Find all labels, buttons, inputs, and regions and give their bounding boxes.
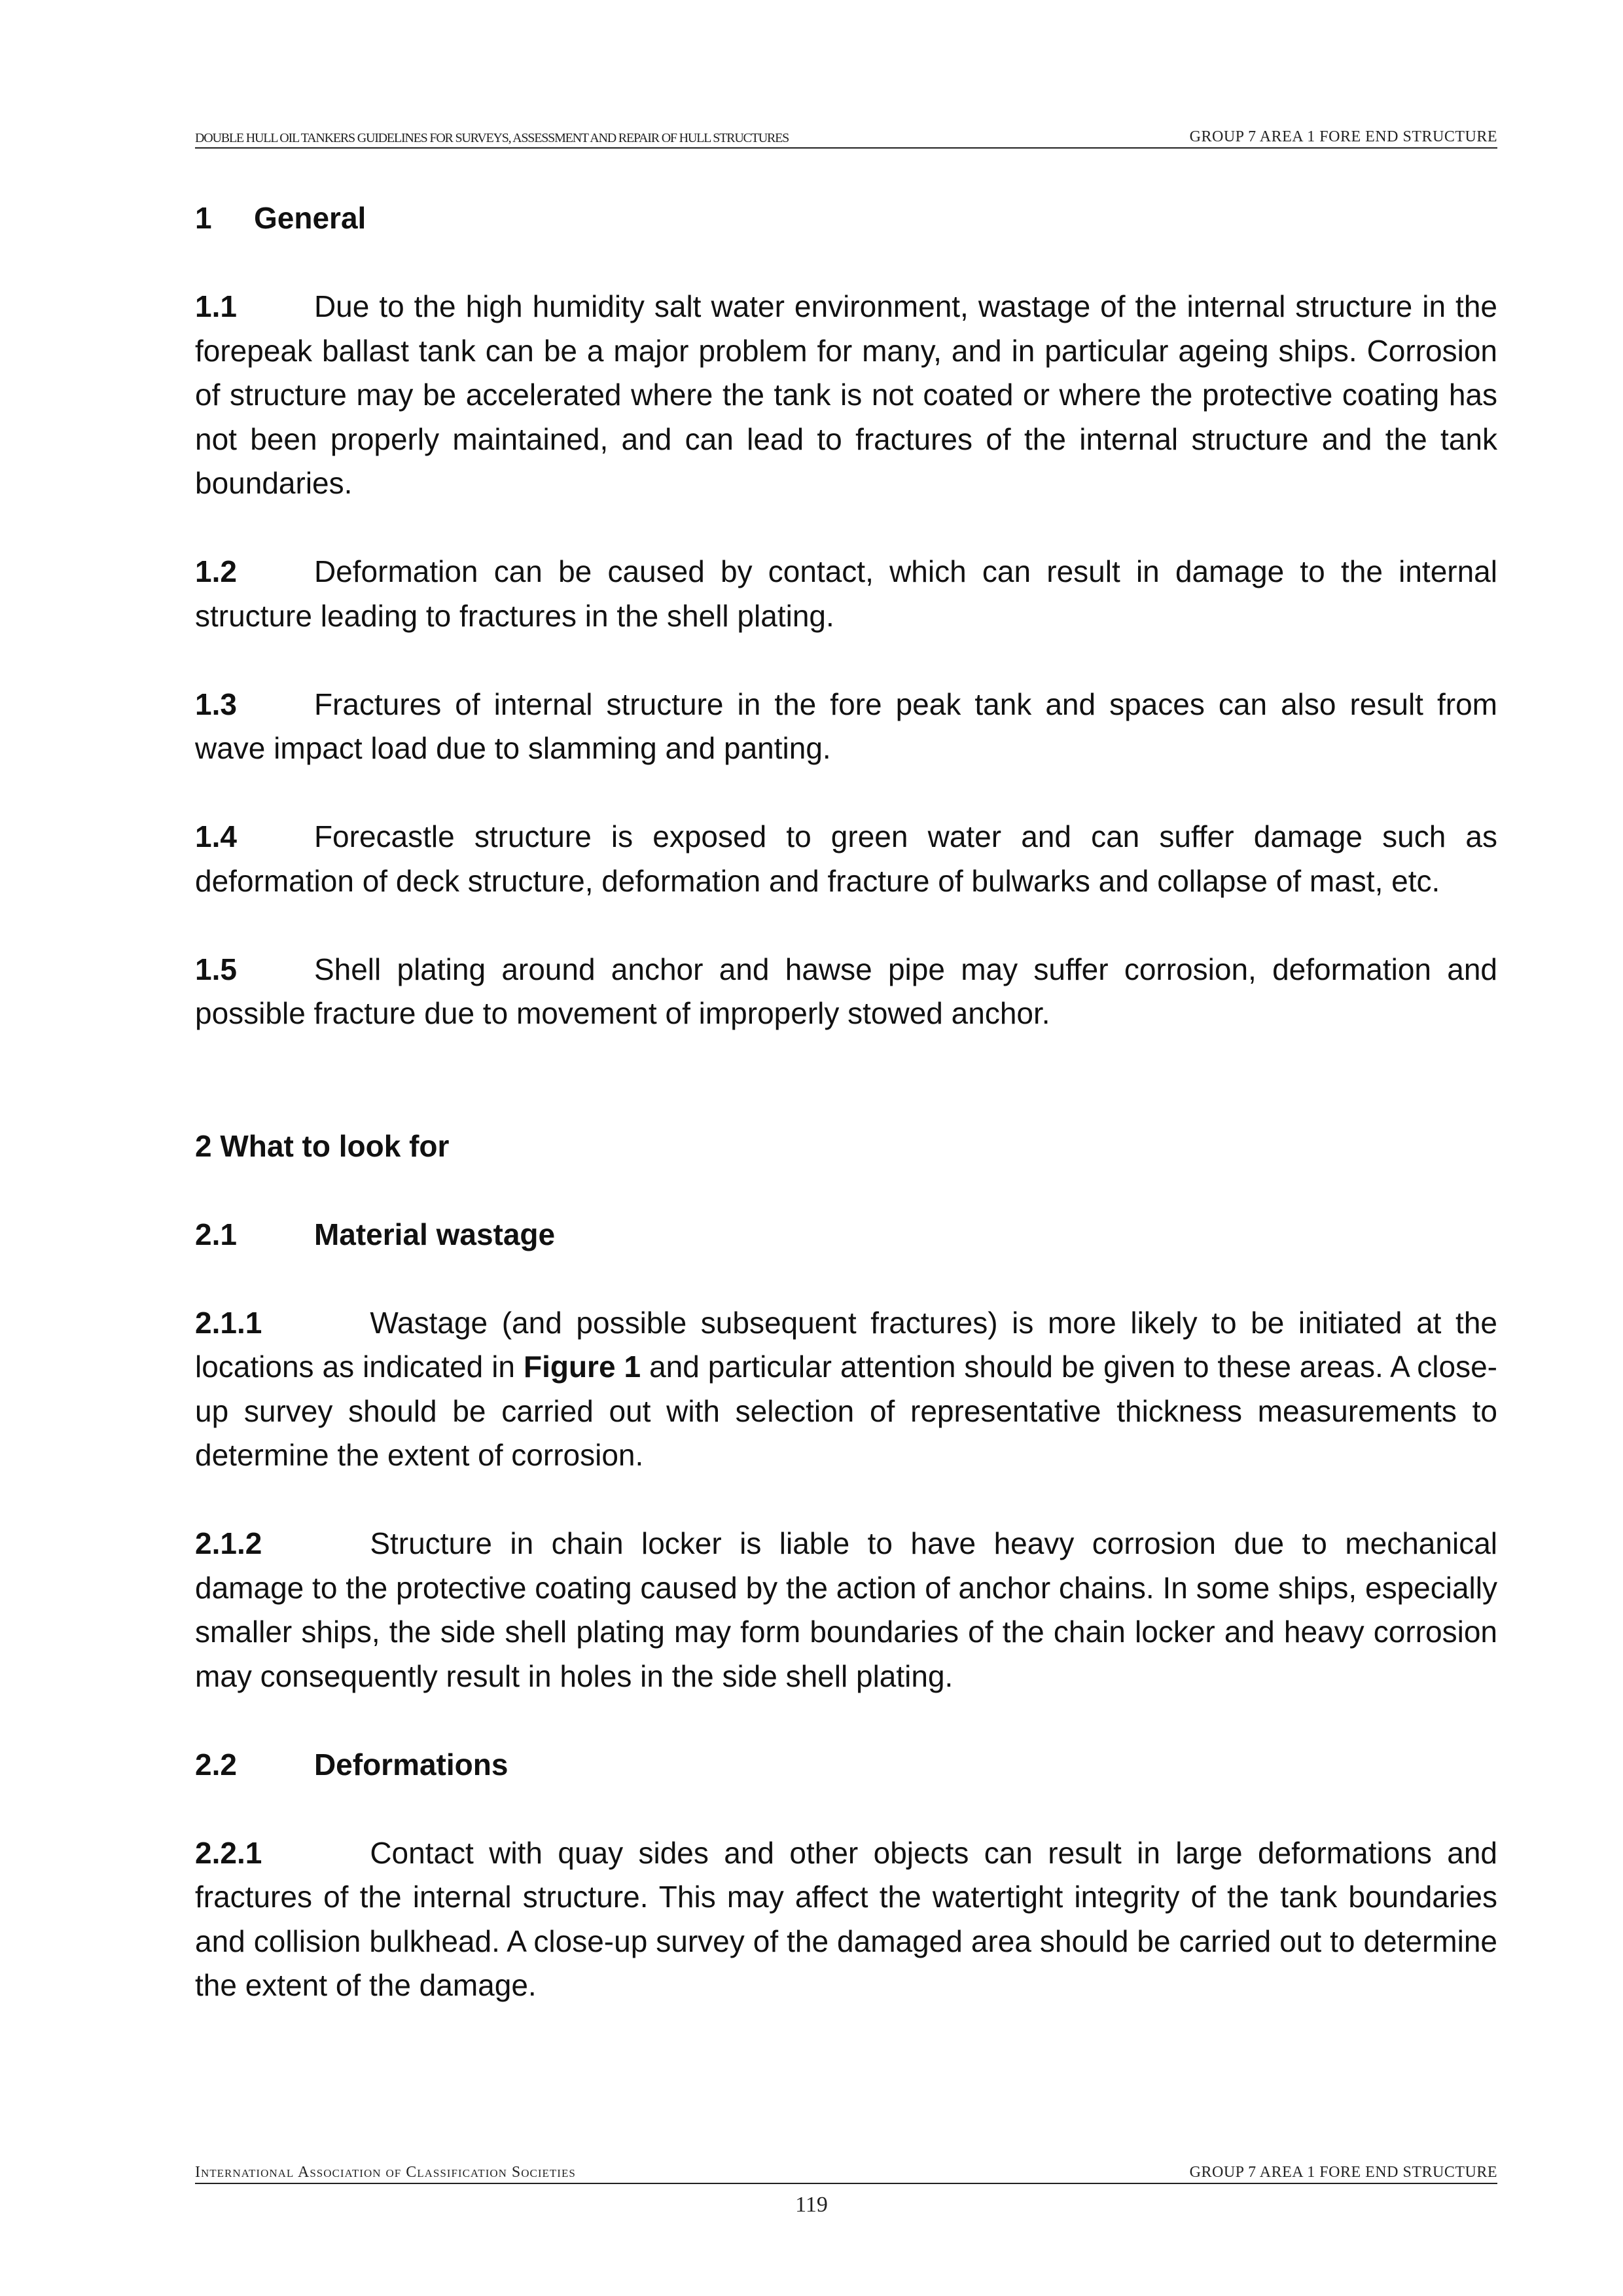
page-content	[195, 196, 1497, 2008]
figure-reference: Figure 1	[523, 1350, 641, 1384]
paragraph-number: 1.5	[195, 952, 237, 986]
page-number: 119	[795, 2193, 828, 2217]
subsection-2-1-heading	[195, 1213, 1497, 1257]
paragraph-text: Forecastle structure is exposed to green water and can suffer damage such as deformation of deck structure, deformation and fracture of bulwarks and collapse of mast, etc.	[195, 819, 1497, 898]
paragraph-text: Contact with quay sides and other objects can result in large deformations and fractures of the internal structure. This may affect the watertight integrity of the tank boundaries and collision bulkhead. A close-up survey of the damaged area should be carried out to determine the extent of the damage.	[195, 1835, 1497, 2002]
page-header	[195, 128, 1497, 149]
footer-organization: International Association of Classification Societies	[195, 2164, 576, 2184]
section-2-heading: 2 What to look for	[195, 1128, 450, 1163]
paragraph-number: 2.1.1	[195, 1305, 262, 1340]
paragraph-text: Fractures of internal structure in the fore peak tank and spaces can also result from wave impact load due to slamming and panting.	[195, 687, 1497, 765]
paragraph-text: Wastage (and possible subsequent fractures) is more likely to be initiated at the locations as indicated in	[195, 1305, 1497, 1384]
paragraph-text: Shell plating around anchor and hawse pipe may suffer corrosion, deformation and possible fracture due to movement of improperly stowed anchor.	[195, 952, 1497, 1030]
subsection-title: Material wastage	[313, 1217, 556, 1251]
footer-rule	[576, 2183, 1190, 2184]
paragraph-1-1	[195, 285, 1497, 506]
paragraph-2-2-1	[195, 1831, 1497, 2008]
paragraph-2-1-2	[195, 1522, 1497, 1698]
header-rule	[789, 147, 1190, 149]
paragraph-2-1-1	[195, 1301, 1497, 1478]
paragraph-text: Due to the high humidity salt water environment, wastage of the internal structure in the forepeak ballast tank can be a major problem for many, and in particular ageing ships. Corrosion of structure may be accelerated where the tank is not coated or where the protective coating has not been properly maintained, and can lead to fractures of the internal structure and the tank boundaries.	[195, 289, 1497, 500]
paragraph-1-2	[195, 550, 1497, 638]
paragraph-number: 2.2.1	[195, 1835, 262, 1870]
header-section-title: GROUP 7 AREA 1 FORE END STRUCTURE	[1190, 128, 1497, 149]
section-1-heading	[195, 196, 1497, 241]
paragraph-number: 1.3	[195, 687, 237, 721]
paragraph-text: Structure in chain locker is liable to have heavy corrosion due to mechanical damage to the protective coating caused by the action of anchor chains. In some ships, especially smaller ships, the side shell plating may form boundaries of the chain locker and heavy corrosion may consequently result in holes in the side shell plating.	[195, 1526, 1497, 1693]
subsection-number: 2.2	[195, 1747, 237, 1782]
paragraph-number: 1.4	[195, 819, 237, 853]
paragraph-text-continued: and particular attention should be given to these areas. A close-up survey should be carried out with selection of representative thickness measurements to determine the extent of corrosion.	[195, 1350, 1497, 1472]
footer-section-title: GROUP 7 AREA 1 FORE END STRUCTURE	[1190, 2164, 1497, 2184]
paragraph-number: 2.1.2	[195, 1526, 262, 1560]
paragraph-1-5	[195, 948, 1497, 1036]
section-1-number: 1	[195, 201, 212, 235]
subsection-2-2-heading	[195, 1743, 1497, 1787]
header-document-title: DOUBLE HULL OIL TANKERS GUIDELINES FOR SURVEYS, ASSESSMENT AND REPAIR OF HULL STRUCTURES	[195, 131, 789, 149]
subsection-number: 2.1	[195, 1217, 237, 1251]
paragraph-1-3	[195, 683, 1497, 771]
paragraph-number: 1.1	[195, 289, 237, 323]
page-footer	[195, 2164, 1497, 2184]
subsection-title: Deformations	[313, 1747, 508, 1782]
section-1-title: General	[254, 201, 366, 235]
paragraph-number: 1.2	[195, 554, 237, 588]
paragraph-text: Deformation can be caused by contact, which can result in damage to the internal structure leading to fractures in the shell plating.	[195, 554, 1497, 633]
paragraph-1-4	[195, 815, 1497, 903]
